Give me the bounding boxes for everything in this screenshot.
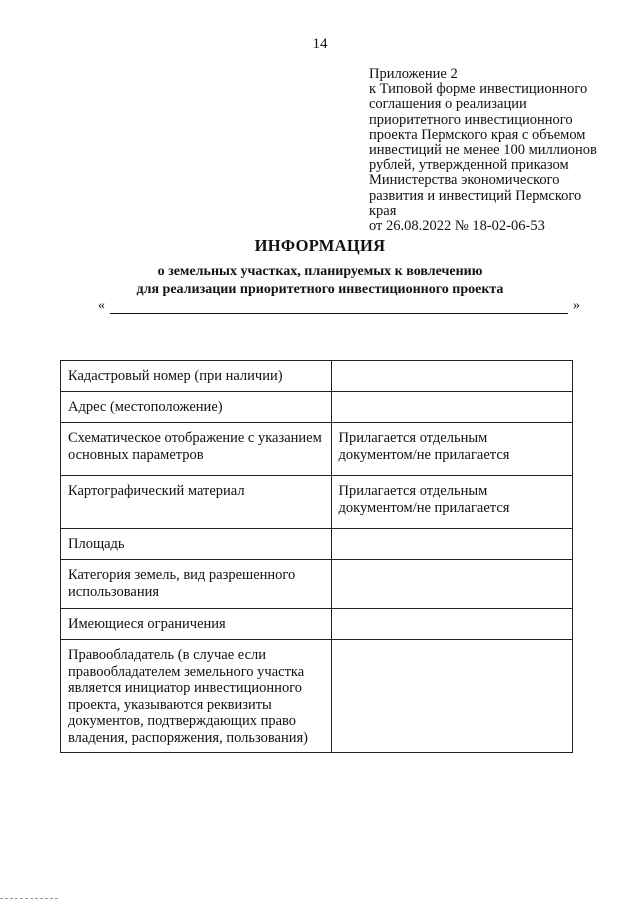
table-row: [61, 361, 573, 392]
annex-header: [369, 67, 629, 234]
annex-line: рублей, утвержденной приказом: [369, 157, 569, 174]
quote-close: »: [573, 298, 580, 313]
row-value: [331, 529, 573, 560]
row-value: Прилагается отдельным документом/не прилагается: [331, 476, 573, 529]
row-value: [331, 361, 573, 392]
annex-line: развития и инвестиций Пермского: [369, 187, 582, 204]
table-row: [61, 529, 573, 560]
row-label: Картографический материал: [61, 476, 332, 529]
annex-line: проекта Пермского края с объемом: [369, 126, 586, 143]
row-label: Адрес (местоположение): [61, 392, 332, 423]
table-row: [61, 392, 573, 423]
row-label: Имеющиеся ограничения: [61, 609, 332, 640]
row-label: Схематическое отображение с указанием основных параметров: [61, 423, 332, 476]
annex-line: приоритетного инвестиционного: [369, 111, 573, 128]
row-value: [331, 560, 573, 609]
row-value: [331, 640, 573, 753]
table-row: [61, 423, 573, 476]
land-info-table: [60, 360, 573, 753]
table-row: [61, 640, 573, 753]
row-value: [331, 392, 573, 423]
annex-line: от 26.08.2022 № 18-02-06-53: [369, 218, 545, 235]
annex-line: Министерства экономического: [369, 172, 560, 189]
row-value: Прилагается отдельным документом/не прилагается: [331, 423, 573, 476]
document-title: ИНФОРМАЦИЯ: [254, 236, 386, 255]
blank-underline: [110, 313, 568, 314]
row-value: [331, 609, 573, 640]
subtitle-line: для реализации приоритетного инвестиционного проекта: [136, 282, 504, 297]
table-row: [61, 560, 573, 609]
scan-edge-mark: [0, 898, 58, 899]
table-row: [61, 476, 573, 529]
project-name-blank: [98, 298, 580, 316]
annex-line: соглашения о реализации: [369, 96, 527, 113]
row-label: Кадастровый номер (при наличии): [61, 361, 332, 392]
row-label: Категория земель, вид разрешенного использования: [61, 560, 332, 609]
page-number: 14: [312, 36, 328, 52]
subtitle-line: о земельных участках, планируемых к вовлечению: [157, 264, 483, 279]
document-subtitle: [0, 263, 640, 299]
annex-line: инвестиций не менее 100 миллионов: [369, 142, 597, 159]
quote-open: «: [98, 298, 105, 313]
annex-line: к Типовой форме инвестиционного: [369, 81, 588, 98]
annex-line: края: [369, 202, 397, 219]
row-label: Правообладатель (в случае если правообладателем земельного участка является инициатор инвестиционного проекта, указываются реквизиты документов, подтверждающих право владения, распоряжения, пользования): [61, 640, 332, 753]
row-label: Площадь: [61, 529, 332, 560]
table-row: [61, 609, 573, 640]
annex-line: Приложение 2: [369, 66, 458, 82]
